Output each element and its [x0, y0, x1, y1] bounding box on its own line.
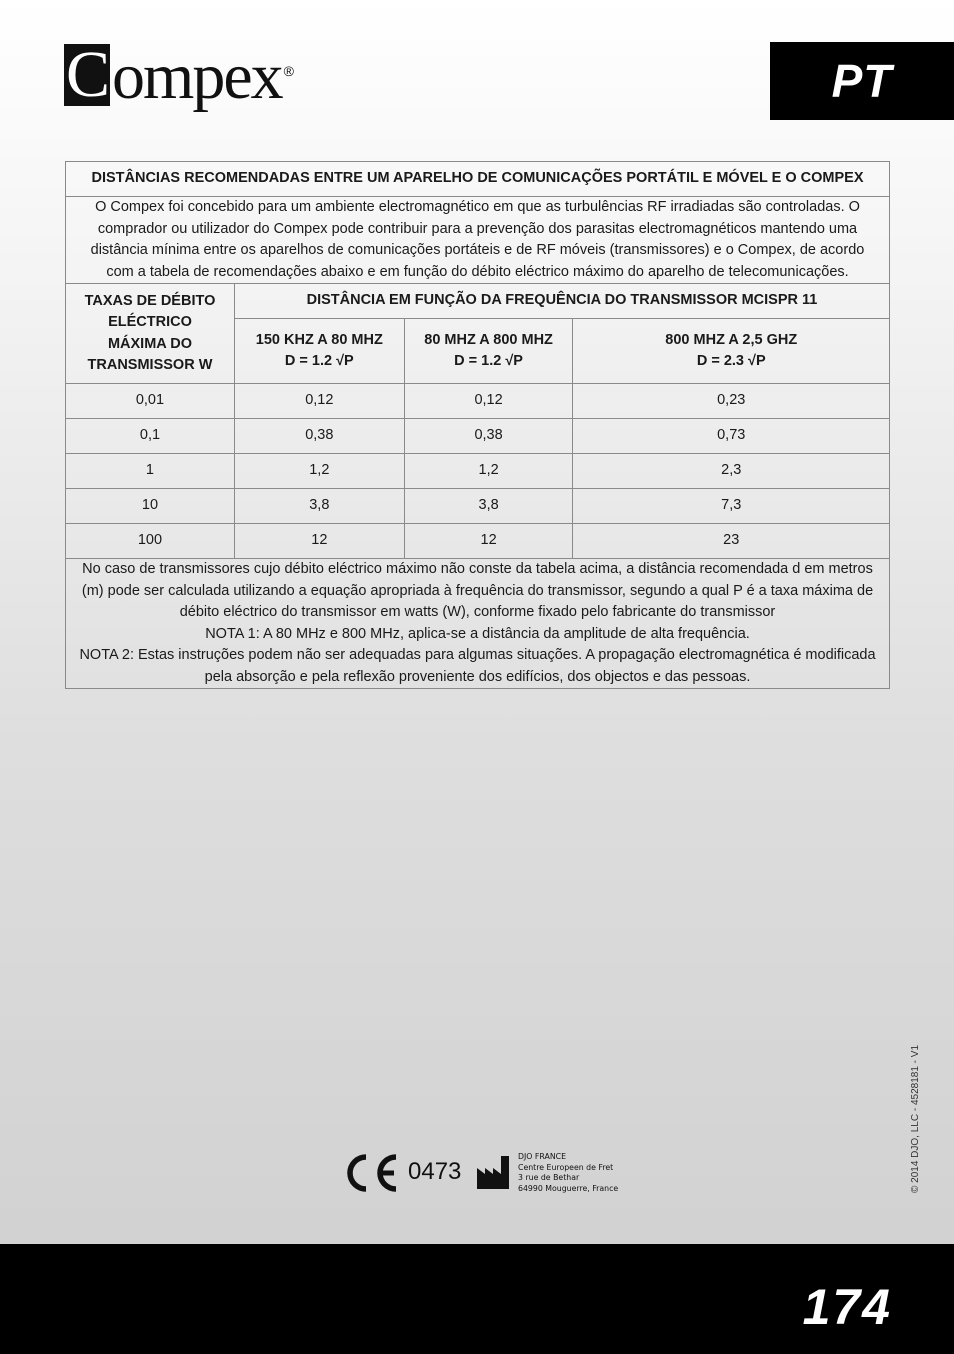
table-cell: 1,2 [234, 454, 404, 489]
logo-wordmark: ompex [112, 40, 282, 113]
table-cell: 7,3 [573, 489, 890, 524]
table-cell: 0,12 [404, 384, 573, 419]
frequency-range-3: 800 MHZ A 2,5 GHZ [665, 331, 798, 348]
table-cell: 0,01 [66, 384, 235, 419]
power-column-header: TAXAS DE DÉBITO ELÉCTRICO MÁXIMA DO TRANSMISSOR W [66, 284, 235, 384]
table-intro: O Compex foi concebido para um ambiente electromagnético em que as turbulências RF irradiadas são controladas. O comprador ou utilizador do Compex pode contribuir para a prevenção dos parasitas electromagnéticos mantendo uma distância mínima entre os aparelhos de comunicações portáteis e de RF móveis (transmissores) e o Compex, de acordo com a tabela de recomendações abaixo e em função do débito eléctrico máximo do aparelho de telecomunicações. [66, 197, 890, 284]
table-cell: 2,3 [573, 454, 890, 489]
table-cell: 3,8 [234, 489, 404, 524]
manufacturer-address [518, 1152, 618, 1194]
table-footnotes [66, 559, 890, 689]
table-cell: 0,23 [573, 384, 890, 419]
table-cell: 23 [573, 524, 890, 559]
manufacturer-line: 3 rue de Bethar [518, 1173, 580, 1182]
table-cell: 0,73 [573, 419, 890, 454]
manufacturer-line: 64990 Mouguerre, France [518, 1183, 619, 1193]
table-row [66, 524, 890, 559]
table-cell: 10 [66, 489, 235, 524]
table-row [66, 419, 890, 454]
table-cell: 1,2 [404, 454, 573, 489]
formula-3: D = 2.3 √P [696, 353, 766, 369]
copyright-text: © 2014 DJO, LLC - 4528181 - V1 [910, 1044, 921, 1193]
table-title: DISTÂNCIAS RECOMENDADAS ENTRE UM APARELHO DE COMUNICAÇÕES PORTÁTIL E MÓVEL E O COMPEX [66, 162, 890, 197]
note-1: NOTA 1: A 80 MHz e 800 MHz, aplica-se a distância da amplitude de alta frequência. [205, 625, 750, 642]
table-cell: 12 [234, 524, 404, 559]
table-row [66, 384, 890, 419]
table-cell: 100 [66, 524, 235, 559]
notified-body-number: 0473 [408, 1158, 462, 1185]
formula-1: D = 1.2 √P [284, 353, 354, 369]
table-row [66, 454, 890, 489]
frequency-range-2: 80 MHZ A 800 MHZ [424, 331, 553, 348]
logo-initial: C [66, 38, 109, 111]
formula-2: D = 1.2 √P [454, 353, 523, 369]
frequency-header-1 [234, 319, 404, 384]
table-cell: 1 [66, 454, 235, 489]
frequency-header-2 [404, 319, 573, 384]
frequency-header-3 [573, 319, 890, 384]
registered-mark: ® [283, 63, 294, 79]
footnote-text: No caso de transmissores cujo débito eléctrico máximo não conste da tabela acima, a distância recomendada d em metros (m) pode ser calculada utilizando a equação apropriada à frequência do transmissor, segundo a qual P é a taxa máxima de débito eléctrico do transmissor em watts (W), conforme fixado pelo fabricante do transmissor [81, 561, 874, 620]
table-cell: 0,38 [234, 419, 404, 454]
emc-distance-table [65, 161, 890, 689]
manufacturer-factory-icon [476, 1154, 512, 1190]
frequency-range-1: 150 KHZ A 80 MHZ [255, 331, 383, 348]
language-tab: PT [770, 42, 954, 120]
compex-logo [64, 38, 294, 113]
manufacturer-line: DJO FRANCE [518, 1152, 567, 1161]
frequency-group-header: DISTÂNCIA EM FUNÇÃO DA FREQUÊNCIA DO TRANSMISSOR MCISPR 11 [234, 284, 889, 319]
table-cell: 0,1 [66, 419, 235, 454]
table-cell: 0,38 [404, 419, 573, 454]
note-2: NOTA 2: Estas instruções podem não ser adequadas para algumas situações. A propagação electromagnética é modificada pela absorção e pela reflexão proveniente dos edifícios, dos objectos e das pessoas. [79, 647, 876, 685]
manufacturer-line: Centre Europeen de Fret [518, 1162, 614, 1172]
page-number: 174 [802, 1279, 892, 1335]
table-row [66, 489, 890, 524]
table-cell: 12 [404, 524, 573, 559]
table-cell: 3,8 [404, 489, 573, 524]
ce-mark-icon [340, 1153, 400, 1193]
table-cell: 0,12 [234, 384, 404, 419]
